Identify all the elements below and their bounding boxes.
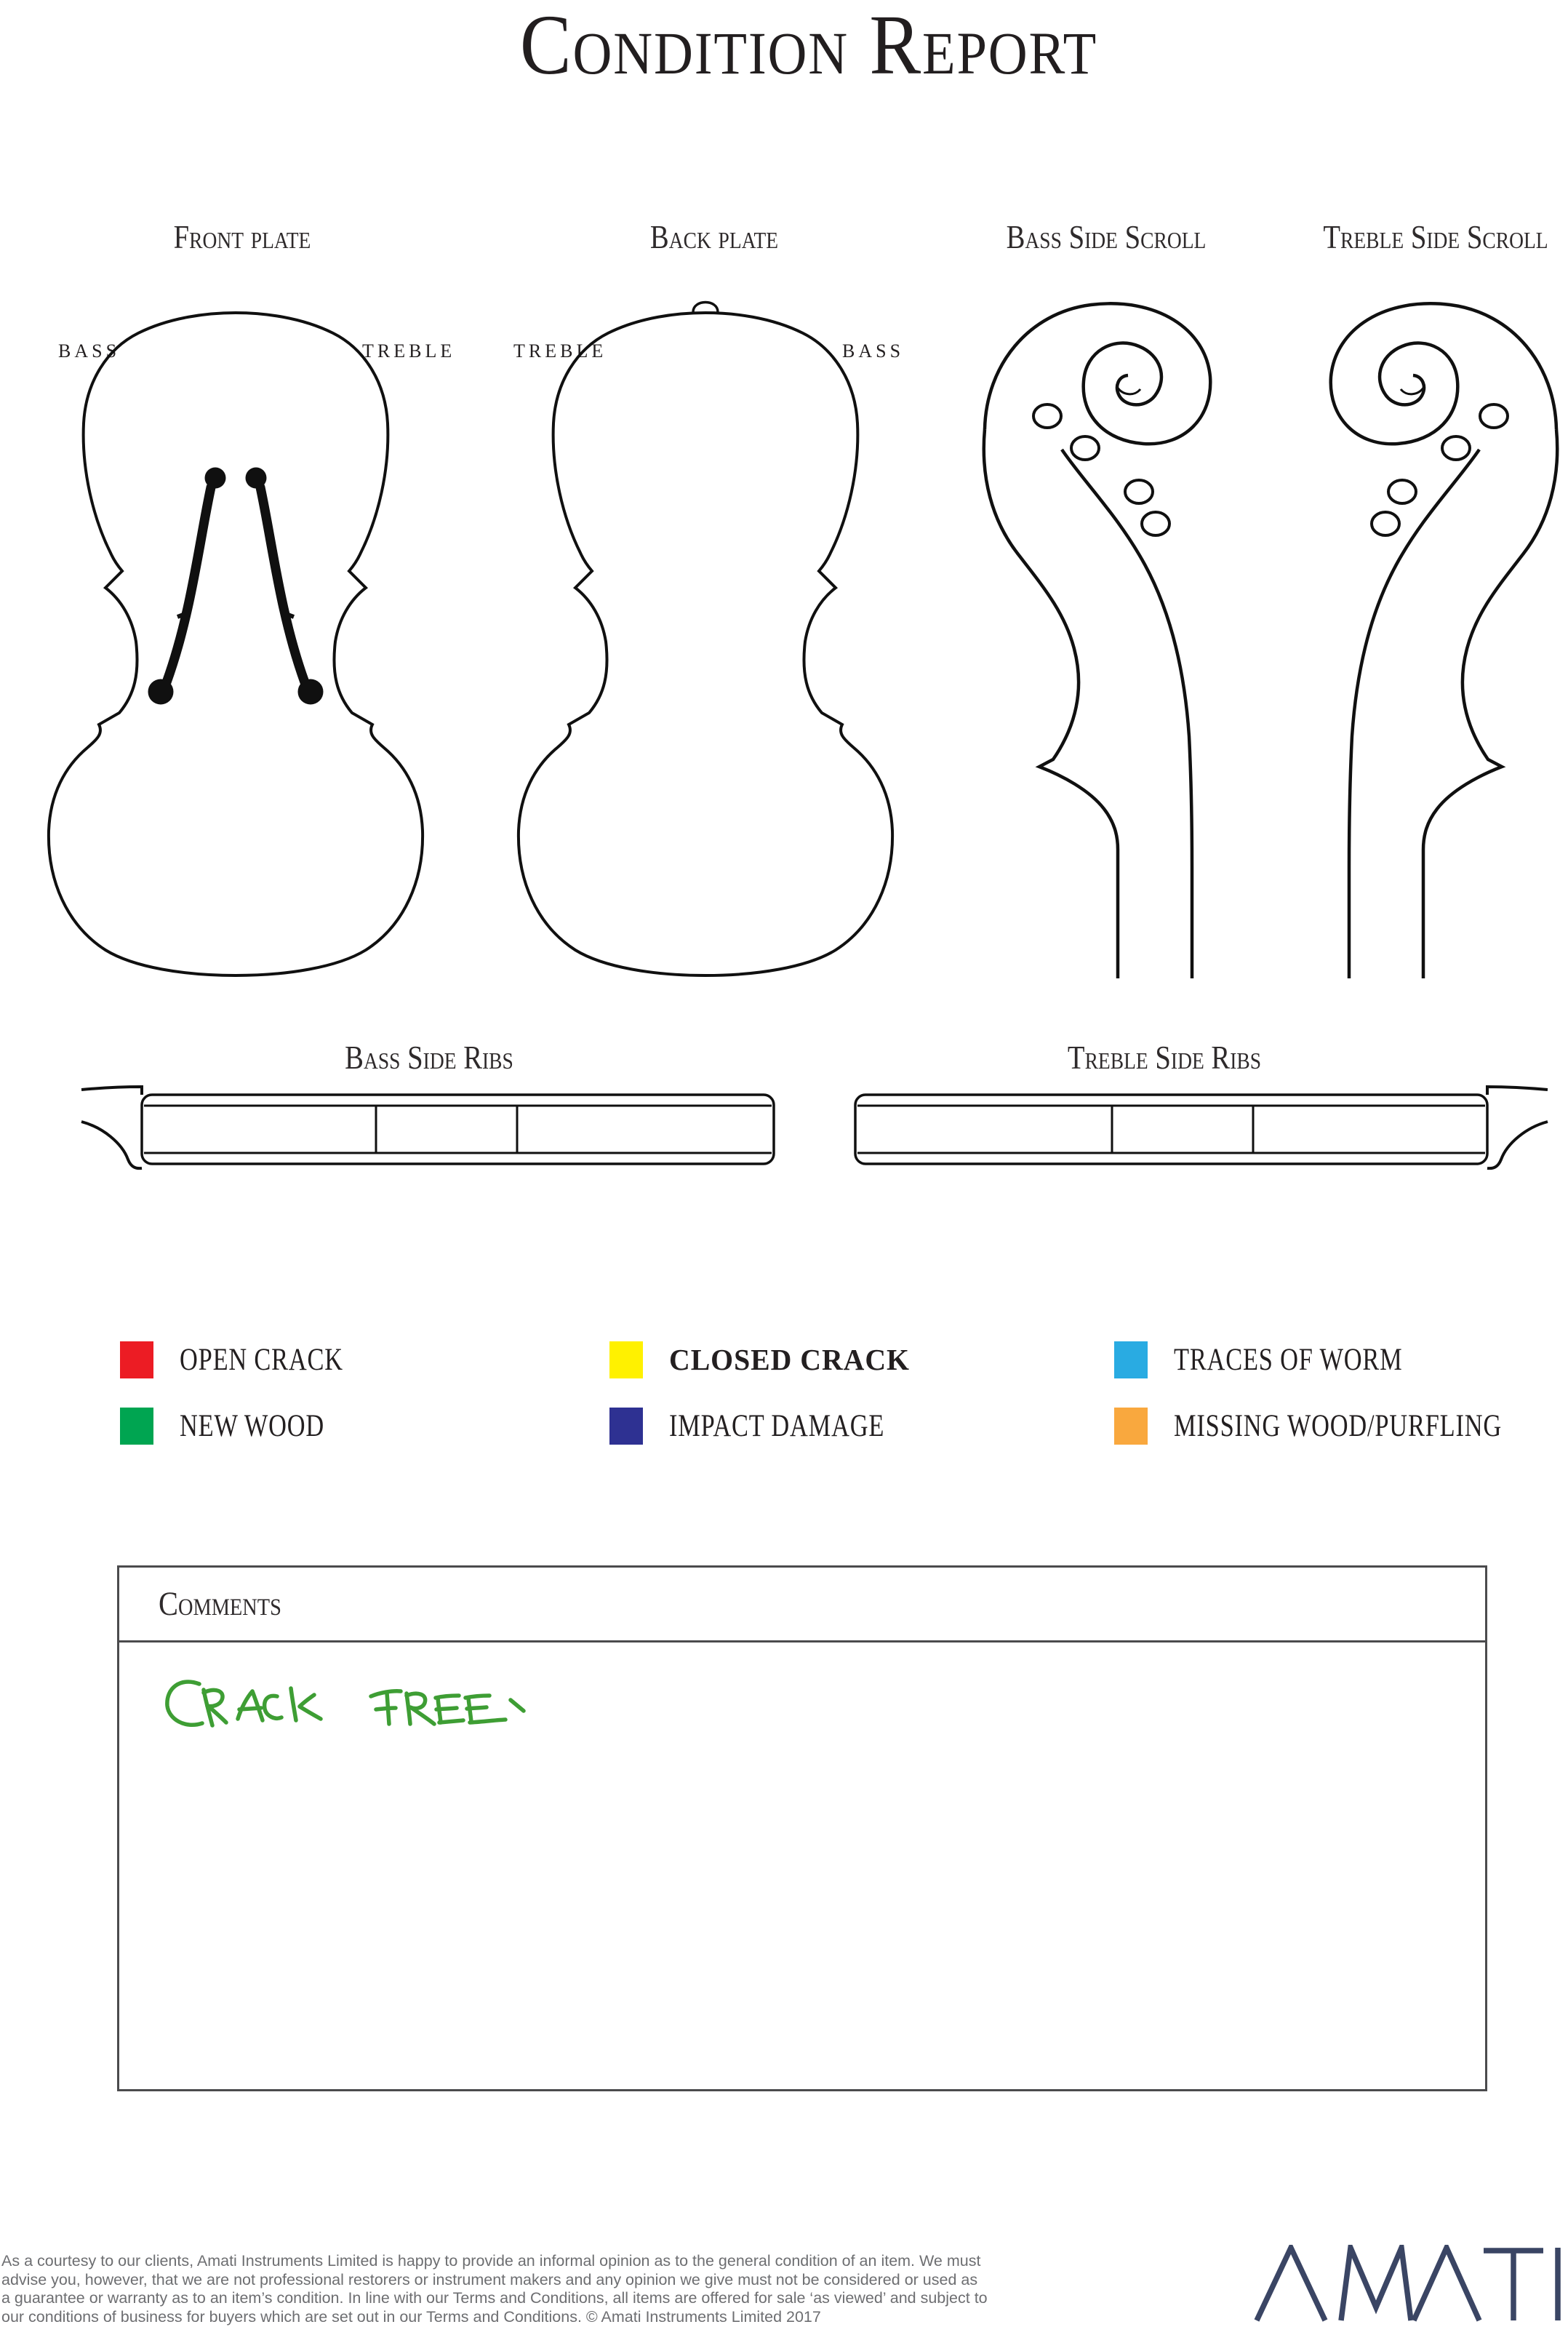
open-crack-swatch <box>120 1341 153 1378</box>
bass-scroll-drawing <box>975 294 1238 978</box>
amati-logo <box>1252 2245 1568 2323</box>
footer-disclaimer <box>1 2252 1165 2326</box>
legend-label: MISSING WOOD/PURFLING <box>1174 1408 1502 1443</box>
legend-label: IMPACT DAMAGE <box>669 1408 885 1443</box>
comments-title: Comments <box>159 1585 281 1623</box>
legend-item-open-crack <box>120 1341 384 1378</box>
section-title-treble-scroll: Treble Side Scroll <box>1323 219 1548 255</box>
comments-box <box>117 1565 1487 2091</box>
legend-label: TRACES OF WORM <box>1174 1342 1403 1377</box>
legend-item-impact-damage <box>609 1407 938 1445</box>
treble-scroll-drawing <box>1303 294 1567 978</box>
peg-hole-3 <box>1125 480 1153 503</box>
scroll-outline <box>984 303 1211 978</box>
front-plate-drawing <box>45 308 426 978</box>
legend-label: OPEN CRACK <box>180 1342 343 1377</box>
disclaimer-line: As a courtesy to our clients, Amati Instruments Limited is happy to provide an informal opinion as to the general condition of an item. We must <box>1 2252 981 2270</box>
back-plate-button <box>693 303 718 313</box>
bass-f-hole <box>148 468 226 705</box>
back-plate-treble-label: TREBLE <box>513 340 607 362</box>
treble-f-hole <box>246 468 324 705</box>
closed-crack-swatch <box>609 1341 643 1378</box>
bass-ribs-drawing <box>80 1081 777 1171</box>
new-wood-swatch <box>120 1408 153 1445</box>
legend-label: NEW WOOD <box>180 1408 325 1443</box>
disclaimer-line: a guarantee or warranty as to an item’s condition. In line with our Terms and Conditions, all items are offered for sale ‘as viewed’ and subject to <box>1 2289 988 2307</box>
missing-wood-purfling-swatch <box>1114 1408 1148 1445</box>
comments-header <box>119 1568 1485 1643</box>
handwritten-comment <box>160 1675 567 1777</box>
disclaimer-line: advise you, however, that we are not professional restorers or instrument makers and any opinion we give must not be considered or used as <box>1 2270 978 2288</box>
legend-item-traces-of-worm <box>1114 1341 1460 1378</box>
back-plate-bass-label: BASS <box>842 340 905 362</box>
front-plate-bass-label: BASS <box>58 340 121 362</box>
peg-hole-4 <box>1142 512 1169 535</box>
section-title-treble-ribs: Treble Side Ribs <box>1067 1039 1262 1076</box>
section-title-bass-scroll: Bass Side Scroll <box>1006 219 1207 255</box>
ribs-outline <box>855 1087 1548 1168</box>
disclaimer-line: our conditions of business for buyers which are set out in our Terms and Conditions. © Amati Instruments Limited 2017 <box>1 2307 821 2326</box>
treble-ribs-drawing <box>852 1081 1549 1171</box>
section-title-bass-ribs: Bass Side Ribs <box>345 1039 513 1076</box>
section-title-front-plate: Front plate <box>173 219 311 255</box>
legend-item-new-wood <box>120 1407 361 1445</box>
legend-item-missing-wood-purfling <box>1114 1407 1568 1445</box>
legend-label: CLOSED CRACK <box>669 1343 910 1376</box>
back-plate-drawing <box>515 292 896 978</box>
peg-hole-1 <box>1033 404 1061 428</box>
front-plate-treble-label: TREBLE <box>362 340 456 362</box>
peg-hole-2 <box>1071 436 1099 460</box>
ribs-outline <box>81 1087 774 1168</box>
legend-item-closed-crack <box>609 1341 917 1378</box>
scroll-outline <box>1331 303 1558 978</box>
section-title-back-plate: Back plate <box>649 219 779 255</box>
page-title: Condition Report <box>519 0 1098 92</box>
impact-damage-swatch <box>609 1408 643 1445</box>
traces-of-worm-swatch <box>1114 1341 1148 1378</box>
